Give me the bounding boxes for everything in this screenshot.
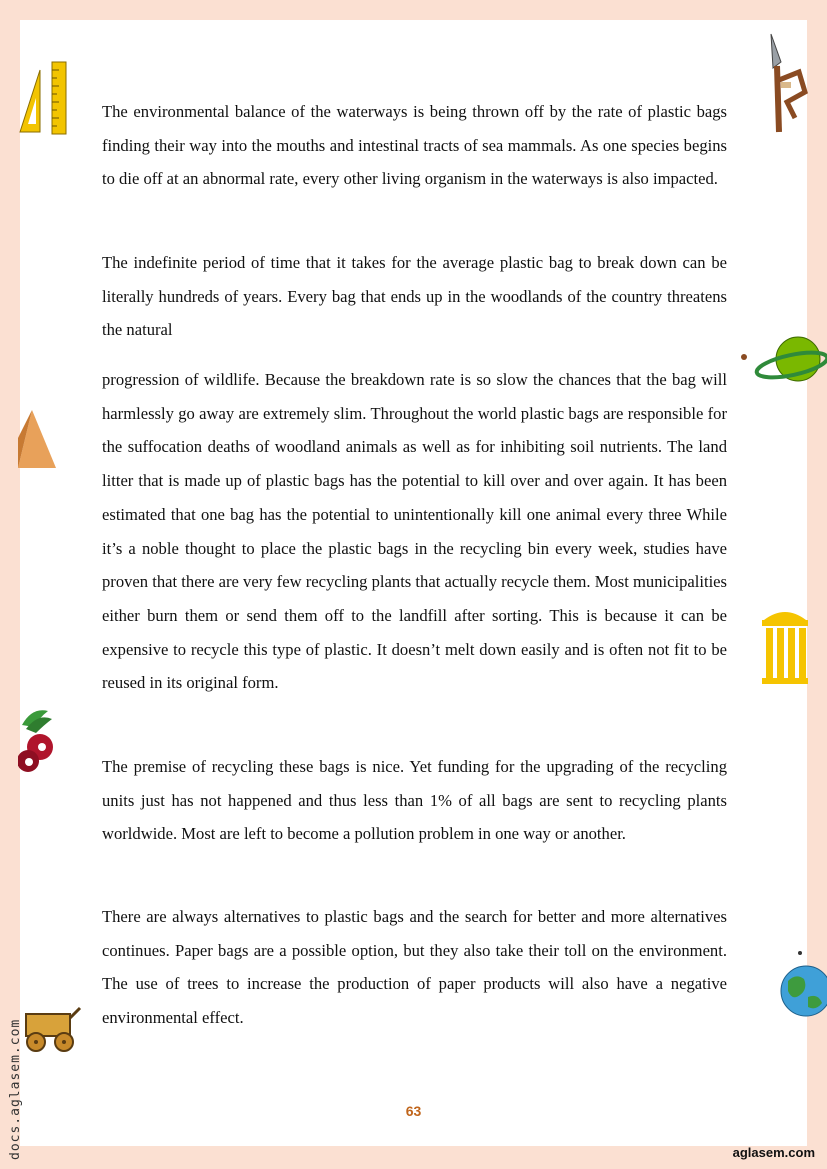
pyramid-icon bbox=[18, 408, 58, 470]
cart-icon bbox=[20, 1000, 82, 1055]
side-watermark: docs.aglasem.com bbox=[8, 1018, 23, 1160]
paragraph-4: The premise of recycling these bags is nice. Yet funding for the upgrading of the recycling units just has not happened and thus less than 1% of all bags are sent to recycling plants worldwide. Most are left to become a pollution problem in one way or another. bbox=[102, 757, 727, 844]
footer-site-link[interactable]: aglasem.com bbox=[732, 1145, 815, 1160]
spear-icon bbox=[765, 32, 810, 137]
paragraph-3: progression of wildlife. Because the breakdown rate is so slow the chances that the bag will harmlessly go away are extremely slim. Throughout the world plastic bags are responsible for the suffocation deaths of woodland animals as well as for inhibiting soil nutrients. The land litter that is made up of plastic bags has the potential to kill over and over again. It has been estimated that one bag has the potential to unintentionally kill one animal every three While it’s a noble thought to place the plastic bags in the recycling bin every week, studies have proven that there are very few recycling plants that actually recycle them. Most municipalities either burn them or send them off to the landfill after sorting. This is because it can be expensive to recycle this type of plastic. It doesn’t melt down easily and is often not fit to be reused in its original form. bbox=[102, 370, 727, 693]
ruler-icon bbox=[18, 60, 68, 135]
paragraph-5: There are always alternatives to plastic bags and the search for better and more alternatives continues. Paper bags are a possible option, but they also take their toll on the environment. The use of trees to increase the production of paper products will also have a negative environmental effect. bbox=[102, 907, 727, 1028]
planet-icon bbox=[740, 335, 827, 385]
globe-icon bbox=[778, 945, 827, 1020]
paragraph-2: The indefinite period of time that it takes for the average plastic bag to break down can be literally hundreds of years. Every bag that ends up in the woodlands of the country threatens the natural bbox=[102, 253, 727, 340]
fruit-icon bbox=[18, 705, 58, 777]
paragraph-1: The environmental balance of the waterways is being thrown off by the rate of plastic bags finding their way into the mouths and intestinal tracts of sea mammals. As one species begins to die off at an abnormal rate, every other living organism in the waterways is also impacted. bbox=[102, 102, 727, 189]
page-number: 63 bbox=[405, 1103, 422, 1119]
pillar-icon bbox=[760, 608, 810, 686]
